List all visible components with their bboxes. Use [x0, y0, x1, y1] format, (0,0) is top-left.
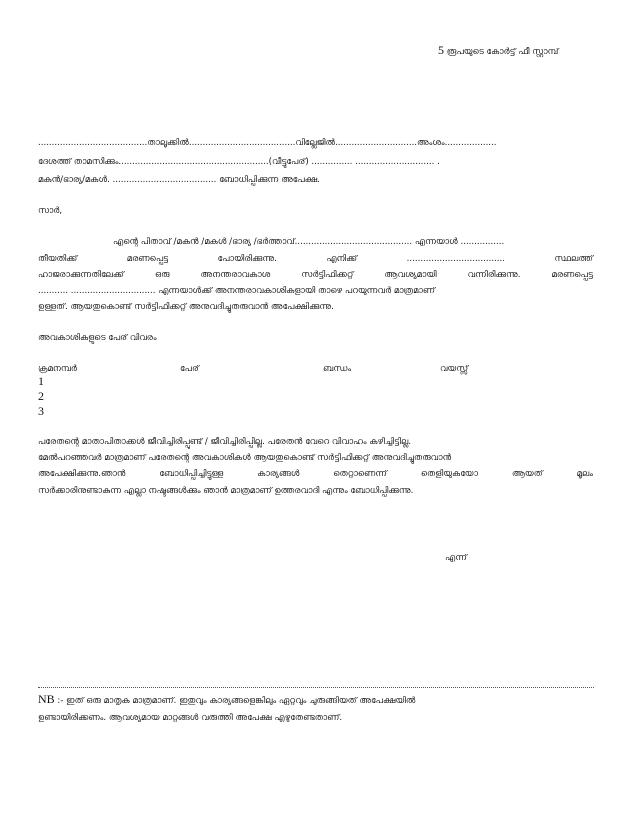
declaration-word: ബോധിപ്പിച്ചിട്ടുള്ള	[159, 469, 224, 479]
declaration-line-1: പരേതന്റെ മാതാപിതാക്കൾ ജീവിച്ചിരിപ്പുണ്ട് / ജീവിച്ചിരിപ്പില്ല. പരേതൻ വേറെ വിവാഹം കഴിച്ചിട്ടില്ല.	[38, 437, 412, 447]
address-line-1: ........................................താലൂക്കിൽ.......................................വില്ലേജിൽ..............................അംശം...................	[38, 138, 497, 148]
body-word: മരണപ്പെട്ട	[551, 270, 593, 280]
table-row-number: 2	[38, 389, 44, 403]
body-word: ഒരു	[154, 270, 170, 280]
body-line-2	[38, 253, 593, 265]
stamp-label: രൂപയുടെ കോർട്ട് ഫീ സ്റ്റാമ്പ്	[446, 47, 559, 57]
declaration-line-4: സർക്കാരിനുണ്ടാകുന്ന എല്ലാ നഷ്ടങ്ങൾക്കും ഞാൻ മാത്രമാണ് ഉത്തരവാദി എന്നും ബോധിപ്പിക്കുന്നു.	[38, 486, 414, 496]
body-word: ....................................	[406, 254, 505, 264]
note-line-1	[38, 693, 415, 707]
col-serial-number: ക്രമനമ്പർ	[38, 364, 77, 374]
declaration-word: തെറ്റാണെന്ന്	[333, 469, 387, 479]
body-line-3	[38, 269, 593, 281]
body-word: ഹാജരാക്കുന്നതിലേക്ക്	[38, 270, 124, 280]
stamp-amount: 5	[438, 43, 444, 57]
declaration-word: അപേക്ഷിക്കുന്നു.ഞാൻ	[38, 469, 126, 479]
declaration-line-3	[38, 468, 593, 480]
table-row-number: 1	[38, 374, 44, 388]
body-word: എനിക്ക്	[326, 254, 358, 264]
declaration-word: കാര്യങ്ങൾ	[257, 469, 300, 479]
address-line-2: ദേശത്ത് താമസിക്കും.......................................................(വീട്ടുപേര്) ............... ............................. .	[38, 157, 440, 167]
note-text: :- ഇത് ഒരു മാതൃക മാത്രമാണ്. ഇതുവും കാര്യങ്ങളെങ്കിലും ഏറ്റവും ചുരുങ്ങിയത് അപേക്ഷയിൽ	[57, 696, 416, 706]
heirs-heading: അവകാശികളുടെ പേര് വിവരം	[38, 333, 157, 343]
note-line-2: ഉണ്ടായിരിക്കണം. ആവശ്യമായ മാറ്റങ്ങൾ വരുത്തി അപേക്ഷ എഴുതേണ്ടതാണ്.	[38, 713, 343, 723]
body-line-5: ഉള്ളത്. ആയതുകൊണ്ട് സർട്ടിഫിക്കറ്റ് അനുവദിച്ചുതരുവാൻ അപേക്ഷിക്കുന്നു.	[38, 302, 334, 312]
stamp-header	[438, 44, 558, 58]
signature-label: എന്ന്	[445, 553, 467, 563]
body-word: മരണപ്പെട്ട	[126, 254, 169, 264]
body-word: വന്നിരിക്കുന്നു.	[467, 270, 521, 280]
dotted-separator	[38, 687, 594, 688]
body-word: സ്ഥലത്ത്	[554, 254, 593, 264]
table-row-number: 3	[38, 404, 44, 418]
declaration-line-2: മേൽപറഞ്ഞവർ മാത്രമാണ് പരേതന്റെ അവകാശികൾ ആയതുകൊണ്ട് സർട്ടിഫിക്കറ്റ് അനുവദിച്ചുതരുവാൻ	[38, 453, 452, 463]
col-name: പേര്	[180, 364, 199, 374]
note-prefix: NB	[38, 692, 55, 706]
body-line-4: ........... ............................... എന്നയാൾക്ക് അനന്തരാവകാശികളായി താഴെ പറയുന്നവർ മാത്രമാണ്	[38, 286, 436, 296]
address-line-3: മകൻ/ഭാര്യ/മകൾ. ...................................... ബോധിപ്പിക്കുന്ന അപേക്ഷ.	[38, 175, 321, 185]
body-word: അനന്തരാവകാശ	[200, 270, 271, 280]
body-word: തീയതിക്ക്	[38, 254, 78, 264]
body-word: സർട്ടിഫിക്കറ്റ്	[301, 270, 354, 280]
body-word: ആവശ്യമായി	[384, 270, 437, 280]
declaration-word: തെളിയുകയോ	[420, 469, 478, 479]
declaration-word: മൂലം	[576, 469, 593, 479]
salutation: സാർ,	[38, 206, 63, 216]
declaration-word: ആയത്	[511, 469, 543, 479]
col-relation: ബന്ധം	[323, 364, 352, 374]
body-word: പോയിരിക്കുന്നു.	[217, 254, 277, 264]
col-age: വയസ്സ്	[440, 364, 469, 374]
body-line-1: എന്റെ പിതാവ് /മകൻ /മകൾ /ഭാര്യ /ഭർത്താവ്........................................... എന്നയാൾ ................	[113, 237, 505, 247]
